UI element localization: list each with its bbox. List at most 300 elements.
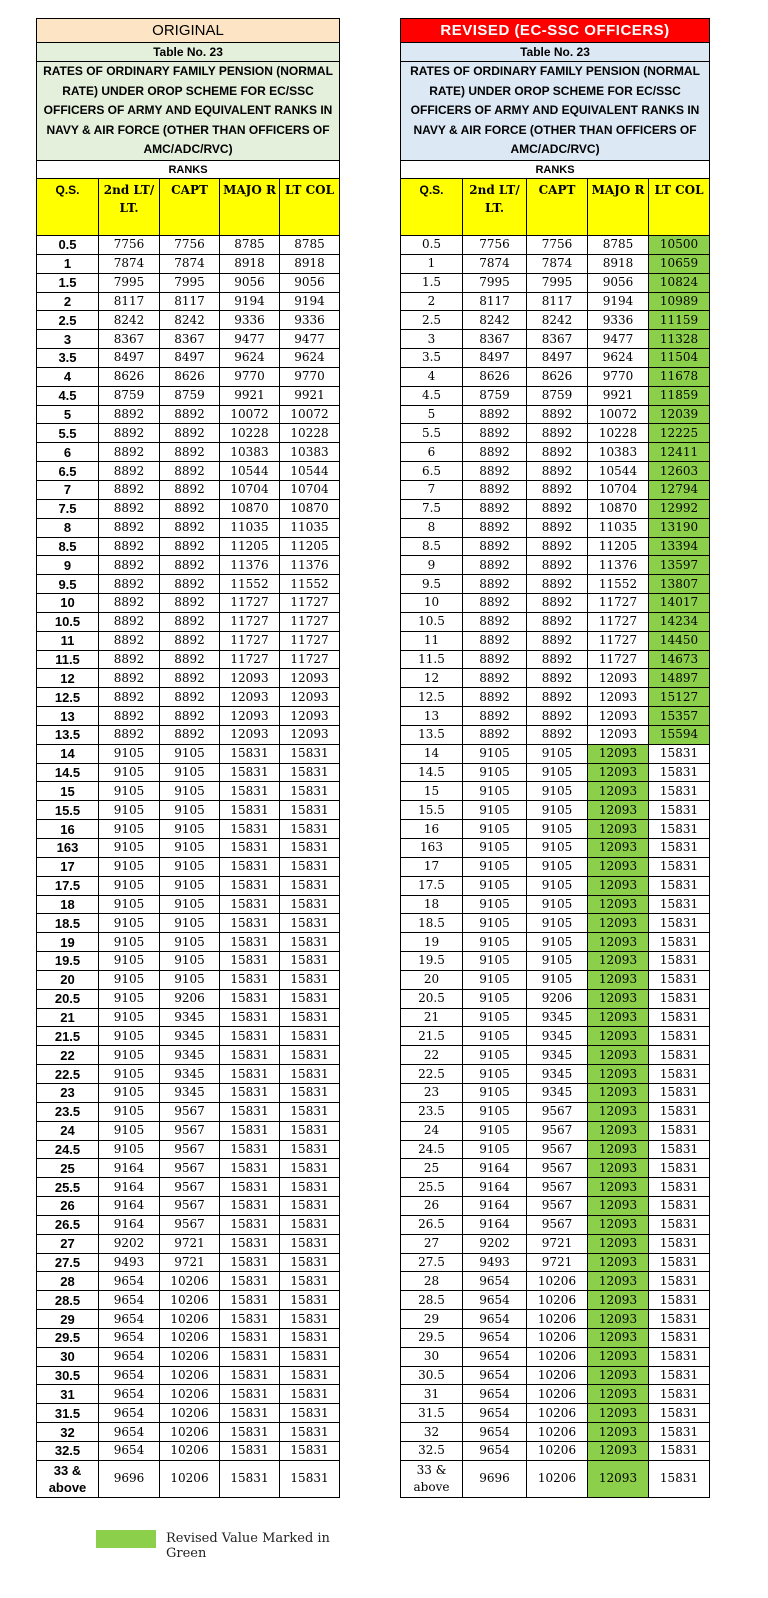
cell-capt: 9206	[160, 989, 220, 1008]
cell-2nd-lt: 9105	[99, 970, 160, 989]
cell-capt: 8892	[527, 537, 588, 556]
cell-2nd-lt: 9654	[99, 1366, 160, 1385]
cell-capt: 9567	[160, 1140, 220, 1159]
cell-lt-col: 15831	[280, 782, 340, 801]
cell-2nd-lt: 9105	[99, 1140, 160, 1159]
cell-major: 12093	[588, 669, 649, 688]
cell-qs: 3.5	[37, 349, 99, 368]
table-row	[401, 1197, 710, 1216]
table-row	[401, 1140, 710, 1159]
cell-capt: 9567	[160, 1197, 220, 1216]
cell-qs: 7	[401, 480, 463, 499]
table-row	[401, 1121, 710, 1140]
cell-lt-col: 12411	[649, 443, 710, 462]
cell-2nd-lt: 9654	[463, 1272, 527, 1291]
cell-qs: 30.5	[401, 1366, 463, 1385]
table-row	[37, 367, 340, 386]
cell-major: 15831	[220, 782, 280, 801]
cell-capt: 9567	[527, 1121, 588, 1140]
cell-capt: 8892	[527, 480, 588, 499]
cell-2nd-lt: 9654	[99, 1347, 160, 1366]
cell-qs: 30	[401, 1347, 463, 1366]
cell-major: 12093	[588, 801, 649, 820]
cell-major: 12093	[588, 1328, 649, 1347]
cell-major: 11727	[588, 594, 649, 613]
cell-capt: 9105	[527, 914, 588, 933]
cell-2nd-lt: 9105	[463, 1083, 527, 1102]
table-row	[401, 1178, 710, 1197]
cell-major: 12093	[588, 1442, 649, 1461]
table-row	[401, 1215, 710, 1234]
cell-capt: 9105	[160, 820, 220, 839]
cell-qs: 19.5	[401, 952, 463, 971]
cell-major: 9194	[220, 292, 280, 311]
cell-2nd-lt: 8892	[463, 537, 527, 556]
cell-2nd-lt: 8892	[463, 443, 527, 462]
cell-qs: 1.5	[401, 273, 463, 292]
cell-capt: 9105	[160, 857, 220, 876]
cell-major: 12093	[588, 1140, 649, 1159]
cell-qs: 2.5	[37, 311, 99, 330]
cell-capt: 9567	[160, 1102, 220, 1121]
cell-2nd-lt: 9105	[99, 782, 160, 801]
cell-qs: 20.5	[401, 989, 463, 1008]
cell-qs: 0.5	[401, 236, 463, 255]
cell-2nd-lt: 7995	[99, 273, 160, 292]
cell-2nd-lt: 9105	[99, 1102, 160, 1121]
table-row	[37, 650, 340, 669]
cell-qs: 21	[37, 1008, 99, 1027]
table-row	[37, 1272, 340, 1291]
cell-qs: 32.5	[401, 1442, 463, 1461]
cell-major: 10544	[220, 462, 280, 481]
cell-lt-col: 15831	[649, 839, 710, 858]
cell-2nd-lt: 9105	[99, 1121, 160, 1140]
cell-capt: 9721	[527, 1234, 588, 1253]
cell-qs: 11.5	[401, 650, 463, 669]
cell-2nd-lt: 8892	[99, 443, 160, 462]
cell-qs: 28.5	[37, 1291, 99, 1310]
cell-qs: 16	[37, 820, 99, 839]
cell-lt-col: 15831	[280, 1008, 340, 1027]
cell-2nd-lt: 9105	[99, 895, 160, 914]
table-row	[401, 1102, 710, 1121]
cell-2nd-lt: 9105	[463, 820, 527, 839]
cell-major: 11205	[220, 537, 280, 556]
table-row	[37, 1008, 340, 1027]
cell-major: 15831	[220, 744, 280, 763]
cell-qs: 2	[401, 292, 463, 311]
table-row	[401, 1385, 710, 1404]
table-row	[401, 952, 710, 971]
revised-ranks-label: RANKS	[401, 161, 710, 179]
cell-qs: 33 & above	[37, 1460, 99, 1497]
table-row	[37, 292, 340, 311]
table-row	[401, 349, 710, 368]
cell-lt-col: 15831	[649, 1442, 710, 1461]
cell-2nd-lt: 9105	[99, 933, 160, 952]
cell-major: 12093	[588, 1159, 649, 1178]
revised-table-title: RATES OF ORDINARY FAMILY PENSION (NORMAL RATE) UNDER OROP SCHEME FOR EC/SSC OFFICERS OF ARMY AND EQUIVALENT RANKS IN NAVY & AIR FORCE (OTHER THAN OFFICERS OF AMC/ADC/RVC)	[401, 62, 710, 161]
cell-major: 15831	[220, 1272, 280, 1291]
cell-capt: 9721	[160, 1234, 220, 1253]
cell-major: 11727	[588, 650, 649, 669]
cell-major: 9056	[220, 273, 280, 292]
cell-qs: 13	[401, 707, 463, 726]
cell-2nd-lt: 8892	[99, 612, 160, 631]
cell-lt-col: 15831	[280, 1385, 340, 1404]
cell-2nd-lt: 9654	[99, 1385, 160, 1404]
cell-lt-col: 15831	[649, 1234, 710, 1253]
cell-lt-col: 15831	[280, 801, 340, 820]
cell-qs: 26.5	[401, 1215, 463, 1234]
cell-lt-col: 8785	[280, 236, 340, 255]
cell-lt-col: 13597	[649, 556, 710, 575]
table-row	[401, 1234, 710, 1253]
cell-lt-col: 15357	[649, 707, 710, 726]
cell-2nd-lt: 8892	[99, 631, 160, 650]
cell-lt-col: 11727	[280, 650, 340, 669]
original-table	[36, 18, 340, 1498]
cell-major: 8785	[588, 236, 649, 255]
cell-2nd-lt: 9105	[463, 1027, 527, 1046]
cell-major: 12093	[220, 725, 280, 744]
table-row	[37, 480, 340, 499]
cell-lt-col: 15831	[649, 1423, 710, 1442]
cell-2nd-lt: 8892	[99, 669, 160, 688]
cell-2nd-lt: 9105	[99, 857, 160, 876]
cell-capt: 8892	[160, 725, 220, 744]
cell-major: 12093	[220, 707, 280, 726]
cell-lt-col: 15831	[649, 1121, 710, 1140]
cell-major: 10870	[220, 499, 280, 518]
cell-qs: 5.5	[37, 424, 99, 443]
cell-major: 12093	[588, 895, 649, 914]
cell-2nd-lt: 9654	[99, 1442, 160, 1461]
cell-lt-col: 15831	[280, 1366, 340, 1385]
cell-major: 15831	[220, 1197, 280, 1216]
cell-lt-col: 15831	[280, 1102, 340, 1121]
cell-qs: 18	[37, 895, 99, 914]
cell-qs: 23	[37, 1083, 99, 1102]
cell-lt-col: 10704	[280, 480, 340, 499]
cell-qs: 18	[401, 895, 463, 914]
cell-qs: 8.5	[401, 537, 463, 556]
cell-2nd-lt: 8892	[463, 480, 527, 499]
table-row	[401, 405, 710, 424]
cell-major: 15831	[220, 1027, 280, 1046]
cell-major: 10383	[220, 443, 280, 462]
cell-qs: 30.5	[37, 1366, 99, 1385]
table-row	[401, 1291, 710, 1310]
table-row	[401, 839, 710, 858]
cell-qs: 2.5	[401, 311, 463, 330]
cell-2nd-lt: 8242	[463, 311, 527, 330]
cell-capt: 8892	[527, 688, 588, 707]
cell-2nd-lt: 8892	[463, 499, 527, 518]
table-row	[37, 1366, 340, 1385]
cell-2nd-lt: 9105	[99, 763, 160, 782]
cell-capt: 8892	[527, 462, 588, 481]
cell-lt-col: 15831	[280, 1404, 340, 1423]
cell-capt: 7874	[527, 254, 588, 273]
cell-2nd-lt: 9105	[99, 1027, 160, 1046]
cell-lt-col: 11205	[280, 537, 340, 556]
column-header-major: MAJO R	[220, 179, 280, 236]
table-row	[401, 970, 710, 989]
table-row	[401, 330, 710, 349]
cell-2nd-lt: 9105	[463, 763, 527, 782]
cell-capt: 7995	[527, 273, 588, 292]
cell-2nd-lt: 8892	[463, 725, 527, 744]
cell-2nd-lt: 9105	[463, 1140, 527, 1159]
table-row	[401, 292, 710, 311]
cell-major: 12093	[588, 782, 649, 801]
cell-major: 8785	[220, 236, 280, 255]
cell-lt-col: 9194	[280, 292, 340, 311]
cell-qs: 29	[401, 1310, 463, 1329]
cell-major: 12093	[588, 914, 649, 933]
cell-2nd-lt: 9105	[463, 801, 527, 820]
cell-qs: 21	[401, 1008, 463, 1027]
cell-2nd-lt: 9654	[99, 1291, 160, 1310]
cell-major: 12093	[588, 1310, 649, 1329]
cell-capt: 8892	[160, 669, 220, 688]
cell-capt: 9567	[160, 1159, 220, 1178]
cell-2nd-lt: 8497	[99, 349, 160, 368]
cell-major: 9770	[588, 367, 649, 386]
cell-lt-col: 12093	[280, 725, 340, 744]
cell-2nd-lt: 8892	[99, 725, 160, 744]
cell-2nd-lt: 9654	[463, 1385, 527, 1404]
cell-lt-col: 15831	[280, 1121, 340, 1140]
cell-qs: 9	[401, 556, 463, 575]
table-row	[401, 688, 710, 707]
cell-2nd-lt: 9105	[463, 970, 527, 989]
original-table-number: Table No. 23	[37, 43, 340, 62]
table-row	[401, 499, 710, 518]
cell-2nd-lt: 8892	[463, 669, 527, 688]
cell-major: 12093	[588, 952, 649, 971]
table-row	[37, 1197, 340, 1216]
cell-major: 12093	[220, 669, 280, 688]
cell-lt-col: 10072	[280, 405, 340, 424]
cell-2nd-lt: 9105	[99, 839, 160, 858]
cell-qs: 28.5	[401, 1291, 463, 1310]
cell-capt: 10206	[527, 1310, 588, 1329]
cell-capt: 9105	[527, 970, 588, 989]
cell-capt: 8242	[527, 311, 588, 330]
cell-lt-col: 15831	[280, 970, 340, 989]
column-header-2nd-lt: 2nd LT/ LT.	[463, 179, 527, 236]
cell-2nd-lt: 8367	[463, 330, 527, 349]
cell-2nd-lt: 8892	[463, 707, 527, 726]
cell-qs: 19	[37, 933, 99, 952]
table-row	[37, 311, 340, 330]
cell-major: 8918	[588, 254, 649, 273]
cell-major: 11727	[220, 650, 280, 669]
cell-qs: 12	[401, 669, 463, 688]
cell-capt: 8892	[160, 537, 220, 556]
cell-qs: 31	[37, 1385, 99, 1404]
cell-2nd-lt: 9105	[99, 914, 160, 933]
cell-capt: 9105	[160, 782, 220, 801]
cell-2nd-lt: 9696	[463, 1460, 527, 1497]
original-column-headers	[37, 179, 340, 236]
cell-major: 15831	[220, 914, 280, 933]
cell-lt-col: 12992	[649, 499, 710, 518]
table-row	[37, 405, 340, 424]
cell-capt: 9105	[527, 839, 588, 858]
cell-major: 9477	[588, 330, 649, 349]
column-header-major: MAJO R	[588, 179, 649, 236]
cell-2nd-lt: 8892	[99, 537, 160, 556]
cell-qs: 12	[37, 669, 99, 688]
cell-qs: 27	[37, 1234, 99, 1253]
cell-qs: 31.5	[37, 1404, 99, 1423]
cell-qs: 17.5	[401, 876, 463, 895]
cell-capt: 9345	[527, 1065, 588, 1084]
cell-lt-col: 15831	[280, 1460, 340, 1497]
cell-lt-col: 10659	[649, 254, 710, 273]
table-row	[37, 914, 340, 933]
cell-capt: 9105	[160, 839, 220, 858]
cell-lt-col: 15831	[280, 1272, 340, 1291]
cell-capt: 9345	[160, 1008, 220, 1027]
table-row	[37, 254, 340, 273]
cell-2nd-lt: 7874	[463, 254, 527, 273]
table-row	[37, 839, 340, 858]
table-row	[401, 820, 710, 839]
cell-qs: 31	[401, 1385, 463, 1404]
cell-lt-col: 15831	[280, 1140, 340, 1159]
cell-major: 12093	[588, 1404, 649, 1423]
table-row	[37, 1253, 340, 1272]
cell-qs: 12.5	[37, 688, 99, 707]
cell-major: 9336	[588, 311, 649, 330]
cell-lt-col: 11552	[280, 575, 340, 594]
cell-2nd-lt: 9654	[463, 1347, 527, 1366]
table-row	[401, 424, 710, 443]
cell-major: 15831	[220, 763, 280, 782]
cell-capt: 8892	[160, 424, 220, 443]
cell-capt: 9105	[527, 895, 588, 914]
cell-lt-col: 15831	[649, 1065, 710, 1084]
cell-qs: 23.5	[37, 1102, 99, 1121]
cell-lt-col: 15831	[649, 952, 710, 971]
cell-major: 15831	[220, 1065, 280, 1084]
cell-major: 11727	[588, 631, 649, 650]
cell-capt: 9105	[160, 744, 220, 763]
table-row	[37, 1178, 340, 1197]
cell-lt-col: 10824	[649, 273, 710, 292]
cell-2nd-lt: 7756	[463, 236, 527, 255]
table-row	[401, 895, 710, 914]
cell-major: 12093	[588, 1366, 649, 1385]
cell-capt: 10206	[160, 1291, 220, 1310]
cell-major: 12093	[588, 839, 649, 858]
cell-2nd-lt: 9105	[463, 876, 527, 895]
cell-2nd-lt: 9105	[463, 1102, 527, 1121]
table-row	[37, 236, 340, 255]
cell-lt-col: 8918	[280, 254, 340, 273]
cell-capt: 10206	[160, 1310, 220, 1329]
cell-capt: 10206	[160, 1272, 220, 1291]
cell-lt-col: 15831	[649, 1460, 710, 1497]
cell-qs: 29.5	[401, 1328, 463, 1347]
cell-lt-col: 9477	[280, 330, 340, 349]
cell-qs: 11	[37, 631, 99, 650]
column-header-qs: Q.S.	[37, 179, 99, 236]
cell-capt: 9105	[160, 970, 220, 989]
cell-lt-col: 15831	[280, 1027, 340, 1046]
cell-major: 10383	[588, 443, 649, 462]
table-row	[37, 462, 340, 481]
table-row	[37, 1385, 340, 1404]
cell-lt-col: 13807	[649, 575, 710, 594]
cell-lt-col: 14017	[649, 594, 710, 613]
cell-capt: 9105	[527, 782, 588, 801]
cell-qs: 31.5	[401, 1404, 463, 1423]
original-table-panel	[36, 18, 339, 1498]
cell-major: 12093	[588, 725, 649, 744]
cell-qs: 3.5	[401, 349, 463, 368]
cell-qs: 9.5	[37, 575, 99, 594]
cell-major: 12093	[588, 876, 649, 895]
cell-capt: 10206	[527, 1291, 588, 1310]
cell-capt: 9721	[160, 1253, 220, 1272]
cell-lt-col: 12794	[649, 480, 710, 499]
cell-capt: 8367	[527, 330, 588, 349]
cell-2nd-lt: 9105	[463, 1121, 527, 1140]
cell-capt: 8626	[160, 367, 220, 386]
cell-2nd-lt: 9654	[463, 1442, 527, 1461]
cell-major: 15831	[220, 1178, 280, 1197]
cell-major: 15831	[220, 989, 280, 1008]
cell-lt-col: 15831	[280, 1215, 340, 1234]
cell-qs: 13	[37, 707, 99, 726]
cell-lt-col: 9624	[280, 349, 340, 368]
cell-capt: 8367	[160, 330, 220, 349]
table-row	[37, 1234, 340, 1253]
cell-2nd-lt: 8892	[463, 462, 527, 481]
cell-qs: 15	[401, 782, 463, 801]
cell-2nd-lt: 8367	[99, 330, 160, 349]
cell-qs: 16	[401, 820, 463, 839]
table-row	[37, 707, 340, 726]
cell-major: 15831	[220, 952, 280, 971]
cell-capt: 9345	[527, 1083, 588, 1102]
table-row	[401, 1253, 710, 1272]
cell-lt-col: 11035	[280, 518, 340, 537]
table-row	[37, 1328, 340, 1347]
revised-table-number: Table No. 23	[401, 43, 710, 62]
cell-2nd-lt: 8892	[463, 575, 527, 594]
cell-2nd-lt: 8892	[99, 480, 160, 499]
cell-lt-col: 15831	[280, 895, 340, 914]
cell-capt: 8892	[527, 443, 588, 462]
cell-capt: 8892	[160, 405, 220, 424]
cell-capt: 8892	[527, 707, 588, 726]
table-row	[37, 273, 340, 292]
cell-capt: 8242	[160, 311, 220, 330]
cell-lt-col: 15831	[649, 1140, 710, 1159]
cell-capt: 9567	[527, 1215, 588, 1234]
original-table-title: RATES OF ORDINARY FAMILY PENSION (NORMAL RATE) UNDER OROP SCHEME FOR EC/SSC OFFICERS OF ARMY AND EQUIVALENT RANKS IN NAVY & AIR FORCE (OTHER THAN OFFICERS OF AMC/ADC/RVC)	[37, 62, 340, 161]
cell-lt-col: 15831	[649, 1347, 710, 1366]
cell-major: 12093	[588, 744, 649, 763]
column-header-2nd-lt: 2nd LT/ LT.	[99, 179, 160, 236]
